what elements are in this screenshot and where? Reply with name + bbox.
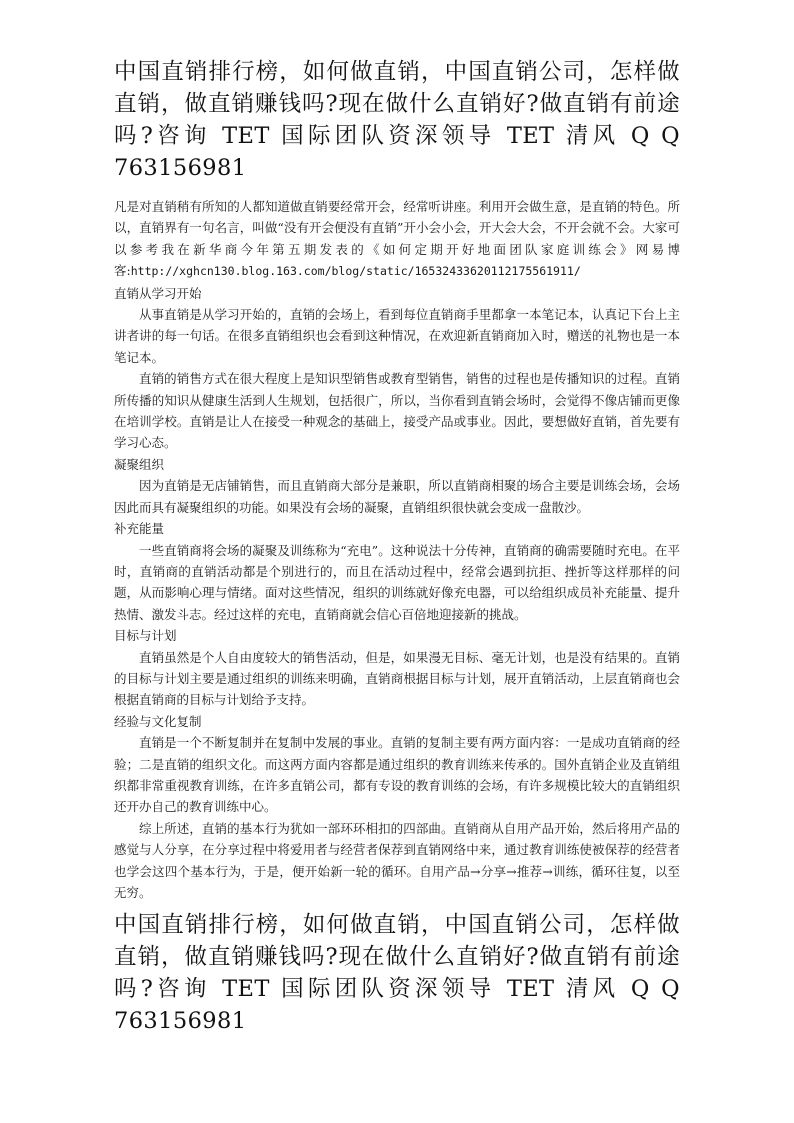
blog-url-link[interactable]: http://xghcn130.blog.163.com/blog/static/16532433620112175561911/ [130, 264, 581, 279]
intro-text: 凡是对直销稍有所知的人都知道做直销要经常开会，经常听讲座。利用开会做生意，是直销的特色。所以，直销界有一句名言，叫做“没有开会便没有直销”开小会小会，开大会大会，不开会就不会。大家可以参考我在新华商今年第五期发表的《如何定期开好地面团队家庭训练会》网易博客: [114, 199, 680, 279]
section-cohesion [114, 454, 680, 518]
section-paragraph: 一些直销商将会场的凝聚及训练称为“充电”。这种说法十分传神，直销商的确需要随时充电。在平时，直销商的直销活动都是个别进行的，而且在活动过程中，经常会遇到抗拒、挫折等这样那样的问题，从而影响心理与情绪。面对这些情况，组织的训练就好像充电器，可以给组织成员补充能量、提升热情、激发斗志。经过这样的充电，直销商就会信心百倍地迎接新的挑战。 [114, 542, 680, 622]
section-paragraph: 综上所述，直销的基本行为犹如一部环环相扣的四部曲。直销商从自用产品开始，然后将用产品的感觉与人分享，在分享过程中将爱用者与经营者保荐到直销网络中来，通过教育训练使被保荐的经营者也学会这四个基本行为，于是，便开始新一轮的循环。自用产品→分享→推荐→训练，循环往复，以至无穷。 [114, 820, 680, 900]
section-learning [114, 283, 680, 454]
section-heading-energy: 补充能量 [114, 521, 165, 537]
section-paragraph: 因为直销是无店铺销售，而且直销商大部分是兼职，所以直销商相聚的场合主要是训练会场，会场因此而具有凝聚组织的功能。如果没有会场的凝聚，直销组织很快就会变成一盘散沙。 [114, 478, 680, 515]
headline-bottom: 中国直销排行榜，如何做直销，中国直销公司，怎样做直销，做直销赚钱吗?现在做什么直销好?做直销有前途吗?咨询 TET 国际团队资深领导 TET 清风 Q Q 763156981 [114, 912, 680, 1035]
section-paragraph: 直销虽然是个人自由度较大的销售活动，但是，如果漫无目标、毫无计划，也是没有结果的。直销的目标与计划主要是通过组织的训练来明确，直销商根据目标与计划，展开直销活动，上层直销商也会根据直销商的目标与计划给予支持。 [114, 649, 680, 708]
section-paragraph: 直销是一个不断复制并在复制中发展的事业。直销的复制主要有两方面内容：一是成功直销商的经验；二是直销的组织文化。而这两方面内容都是通过组织的教育训练来传承的。国外直销企业及直销组织都非常重视教育训练，在许多直销公司，都有专设的教育训练的会场，有许多规模比较大的直销组织还开办自己的教育训练中心。 [114, 735, 680, 815]
section-heading-goals: 目标与计划 [114, 628, 177, 644]
section-paragraph: 从事直销是从学习开始的，直销的会场上，看到每位直销商手里都拿一本笔记本，认真记下台上主讲者讲的每一句话。在很多直销组织也会看到这种情况，在欢迎新直销商加入时，赠送的礼物也是一本笔记本。 [114, 307, 680, 365]
section-paragraph: 直销的销售方式在很大程度上是知识型销售或教育型销售，销售的过程也是传播知识的过程。直销所传播的知识从健康生活到人生规划，包括很广，所以，当你看到直销会场时，会觉得不像店铺而更像在培训学校。直销是让人在接受一种观念的基础上，接受产品或事业。因此，要想做好直销，首先要有学习心态。 [114, 371, 680, 451]
headline-top: 中国直销排行榜，如何做直销，中国直销公司，怎样做直销，做直销赚钱吗?现在做什么直销好?做直销有前途吗?咨询 TET 国际团队资深领导 TET 清风 Q Q 763156981 [114, 59, 680, 181]
article-body [114, 196, 680, 903]
section-goals [114, 625, 680, 711]
section-heading-learning: 直销从学习开始 [114, 285, 202, 301]
section-replication [114, 711, 680, 904]
intro-paragraph [114, 196, 680, 283]
document-page [114, 56, 680, 1049]
section-heading-cohesion: 凝聚组织 [114, 456, 165, 472]
section-energy [114, 518, 680, 625]
section-heading-replication: 经验与文化复制 [114, 713, 202, 729]
